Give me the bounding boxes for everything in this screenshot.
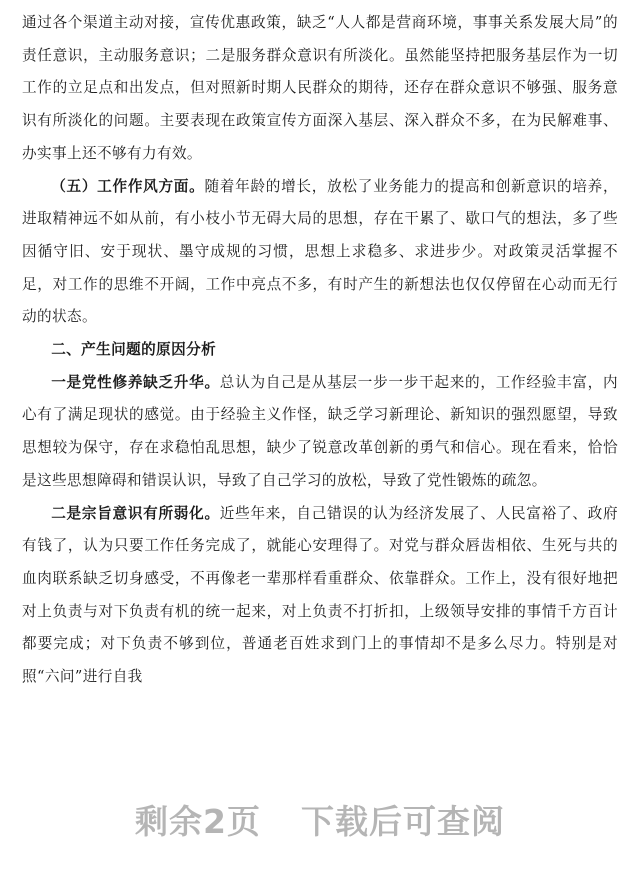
paragraph-text: 随着年龄的增长，放松了业务能力的提高和创新意识的培养，进取精神远不如从前，有小枝小节无碍大局的思想，存在干累了、歇口气的想法，多了些因循守旧、安于现状、墨守成规的习惯，思想上求稳多、求进步少。对政策灵活掌握不足，对工作的思维不开阔，工作中亮点不多，有时产生的新想法也仅仅停留在心动而无行动的状态。 (22, 177, 618, 326)
document-body (22, 7, 618, 694)
remaining-pages-label: 剩余2页 (135, 802, 261, 841)
paragraph-lead: 一是党性修养缺乏升华。 (51, 373, 220, 391)
paragraph-text: 近些年来，自己错误的认为经济发展了、人民富裕了、政府有钱了，认为只要工作任务完成了，就能心安理得了。对党与群众唇齿相依、生死与共的血肉联系缺乏切身感受，不再像老一辈那样看重群众、依靠群众。工作上，没有很好地把对上负责与对下负责有机的统一起来，对上负责不打折扣，上级领导安排的事情千方百计都要完成；对下负责不够到位，普通老百姓求到门上的事情却不是多么尽力。特别是对照“六问”进行自我 (22, 504, 618, 686)
section-heading: 二、产生问题的原因分析 (51, 341, 217, 359)
remaining-pages-banner[interactable] (0, 796, 640, 848)
paragraph-continued (22, 7, 618, 171)
paragraph-lead: 二是宗旨意识有所弱化。 (51, 504, 220, 522)
download-to-view-label: 下载后可查阅 (300, 802, 505, 841)
paragraph-purpose-awareness (22, 498, 618, 694)
paragraph-text: 总认为自己是从基层一步一步干起来的，工作经验丰富，内心有了满足现状的感觉。由于经验主义作怪，缺乏学习新理论、新知识的强烈愿望，导致思想较为保守，存在求稳怕乱思想，缺少了锐意改革创新的勇气和信心。现在看来，恰恰是这些思想障碍和错误认识，导致了自己学习的放松，导致了党性锻炼的疏忽。 (22, 373, 618, 489)
paragraph-party-spirit (22, 367, 618, 498)
paragraph-lead: （五）工作作风方面。 (51, 177, 205, 195)
paragraph-work-style (22, 171, 618, 335)
paragraph-text: 通过各个渠道主动对接，宣传优惠政策，缺乏“人人都是营商环境，事事关系发展大局”的责任意识，主动服务意识；二是服务群众意识有所淡化。虽然能坚持把服务基层作为一切工作的立足点和出发点，但对照新时期人民群众的期待，还存在群众意识不够强、服务意识有所淡化的问题。主要表现在政策宣传方面深入基层、深入群众不多，在为民解难事、办实事上还不够有力有效。 (22, 14, 618, 162)
